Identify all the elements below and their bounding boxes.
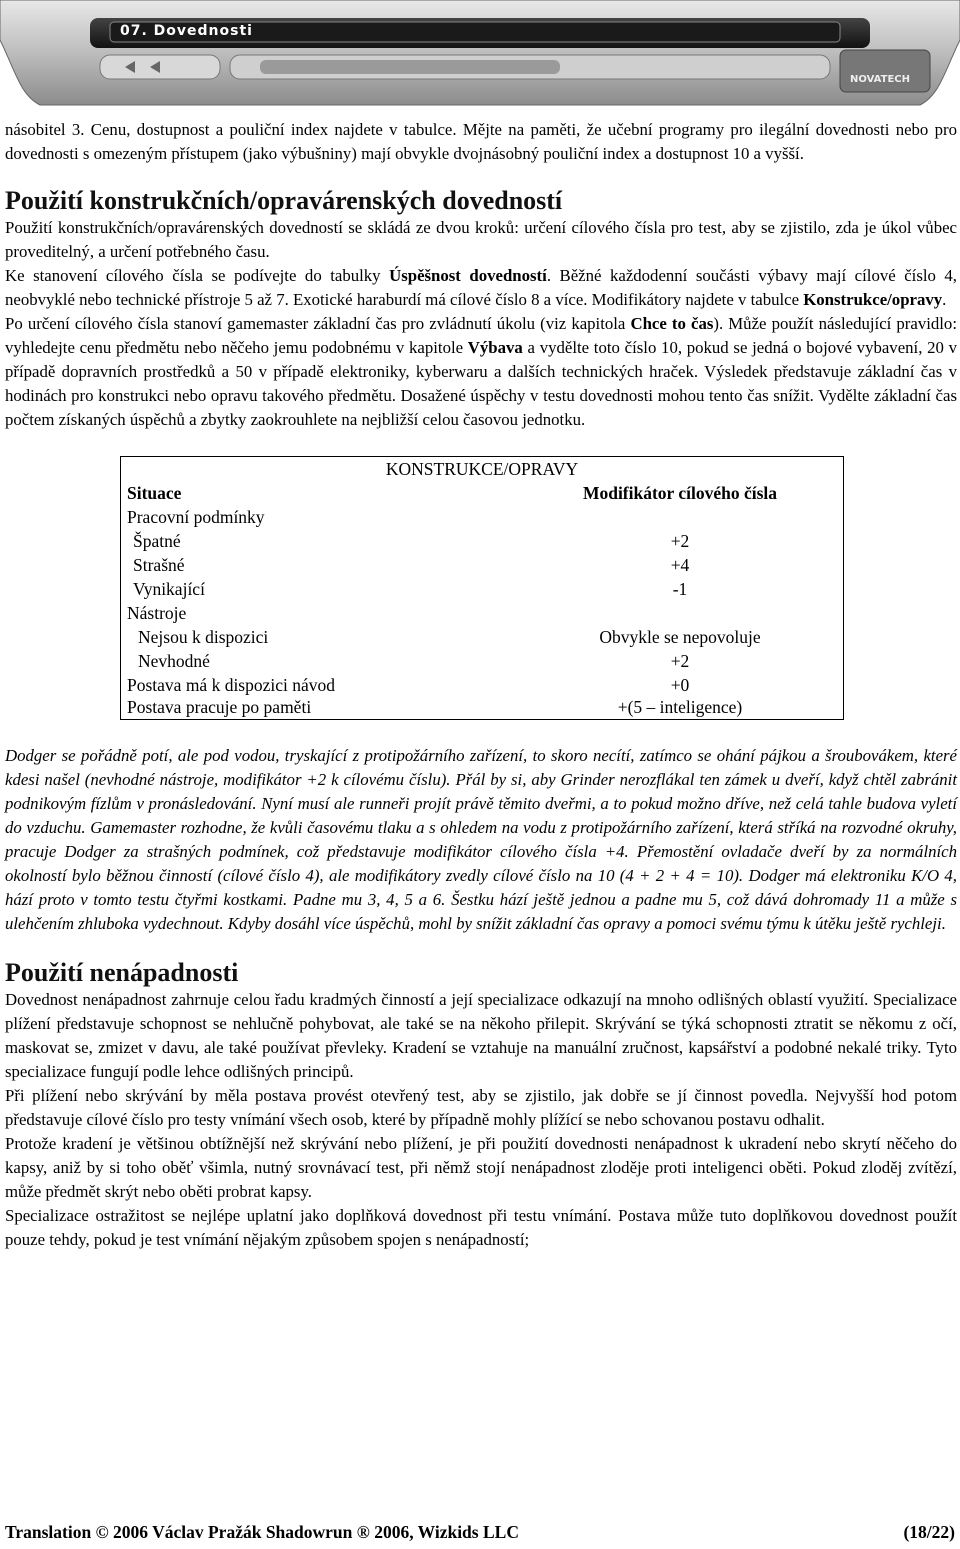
chapter-reference: Výbava [467, 338, 523, 357]
chapter-banner [0, 0, 960, 110]
paragraph: Po určení cílového čísla stanoví gamemaster základní čas pro zvládnutí úkolu (viz kapitola Chce to čas). Může použít následující pravidlo: vyhledejte cenu předmětu nebo něčeho jemu podobnému v kapitole Výbava a vydělte toto číslo 10, pokud se jedná o bojové vybavení, 20 v případě dopravních prostředků a 50 v případě elektroniky, kyberwaru a dalších technických hraček. Výsledek představuje základní čas v hodinách pro konstrukci nebo opravu takového předmětu. Dosažené úspěchy v testu dovednosti mohou tento čas snížit. Vydělte základní čas počtem získaných úspěchů a zbytky zaokrouhlete na nejbližší celou časovou jednotku. [5, 314, 957, 429]
table-row: Nevhodné +2 [138, 651, 690, 671]
section-heading-nenapadnost: Použití nenápadnosti [5, 958, 239, 987]
paragraph: Ke stanovení cílového čísla se podívejte do tabulky Úspěšnost dovedností. Běžné každodenní součásti výbavy mají cílové číslo 4, neobvyklé nebo technické přístroje 5 až 7. Exotické haraburdí má cílové číslo 8 a více. Modifikátory najdete v tabulce Konstrukce/opravy. [5, 266, 957, 309]
brand-logo: NOVATECH [850, 74, 910, 85]
paragraph: Při plížení nebo skrývání by měla postava provést otevřený test, aby se zjistilo, jak dobře se jí činnost povedla. Nejvyšší hod potom představuje cílové číslo pro testy vnímání všech osob, které by případně mohly plížící se nebo schovanou postavu odhalit. [5, 1086, 957, 1129]
header-modifikator: Modifikátor cílového čísla [582, 483, 778, 503]
example-paragraph: Dodger se pořádně potí, ale pod vodou, tryskající z protipožárního zařízení, to skoro necítí, zatímco se ohání pájkou a šroubovákem, které kdesi našel (nevhodné nástroje, modifikátor +2 k cílovému číslu). Přál by si, aby Grinder nerozflákal ten zámek u dveří, když chtěl zabránit podnikovým fízlům v pronásledování. Nyní musí ale runneři projít právě těmito dveřmi, a to pokud možno dříve, než celá tahle budova vyletí do vzduchu. Gamemaster rozhodne, že kvůli časovému tlaku a s ohledem na vodu z protipožárního zařízení, která stříká na rozvodné okruhy, pracuje Dodger za strašných podmínek, což představuje modifikátor cílového čísla +4. Přemostění ovladače dveří by za normálních okolností bylo běžnou činností (cílové číslo 4), ale modifikátory zvedly cílové číslo na 10 (4 + 2 + 4 = 10). Dodger má elektroniku K/O 4, hází proto v tomto testu čtyřmi kostkami. Padne mu 3, 4, 5 a 6. Šestku hází ještě jednou a padne mu 5, což dává dohromady 11 a může s ulehčením zhluboka vydechnout. Kdyby dosáhl více úspěchů, mohl by snížit základní čas opravy a pomoci svému týmu k útěku ještě rychleji. [5, 746, 957, 933]
table-header [127, 481, 837, 505]
table-reference: Úspěšnost dovedností [389, 266, 547, 285]
banner-graphic [0, 0, 960, 110]
paragraph: Specializace ostražitost se nejlépe uplatní jako doplňková dovednost při testu vnímání. Postava může tuto doplňkovou dovednost použít pouze tehdy, pokud je test vnímání nějakým způsobem spojen s nenápadností; [5, 1206, 957, 1249]
konstrukce-table [120, 456, 844, 720]
page-footer [5, 1522, 955, 1543]
table-row: Nástroje [127, 603, 187, 623]
table-reference: Konstrukce/opravy [803, 290, 943, 309]
footer-copyright: Translation © 2006 Václav Pražák Shadowrun ® 2006, Wizkids LLC [5, 1522, 519, 1542]
header-situace: Situace [127, 483, 182, 503]
table-row: Postava pracuje po paměti +(5 – inteligence) [127, 697, 743, 717]
table-row: Nejsou k dispozici Obvykle se nepovoluje [138, 627, 761, 647]
paragraph: Protože kradení je většinou obtížnější než skrývání nebo plížení, je při použití dovednosti nenápadnost k ukradení nebo skrytí něčeho do kapsy, aniž by si toho oběť všimla, nutný srovnávací test, při němž stojí nenápadnost zloděje proti inteligenci oběti. Pokud zloděj zvítězí, může předmět skrýt nebo oběti probrat kapsy. [5, 1134, 957, 1201]
paragraph: Dovednost nenápadnost zahrnuje celou řadu kradmých činností a její specializace odkazují na mnoho odlišných oblastí využití. Specializace plížení představuje schopnost se nehlučně pohybovat, ale také se na někoho přilepit. Skrývání se týká schopnosti ztratit se někomu z očí, maskovat se, zmizet v davu, ale také používat převleky. Kradení se vztahuje na manuální zručnost, kapsářství a podobné nekalé triky. Tyto specializace fungují podle lehce odlišných principů. [5, 990, 957, 1081]
section-heading-konstrukce: Použití konstrukčních/opravárenských dovedností [5, 186, 563, 215]
paragraph: Použití konstrukčních/opravárenských dovedností se skládá ze dvou kroků: určení cílového čísla pro test, aby se zjistilo, zda je úkol vůbec proveditelný, a určení potřebného času. [5, 218, 957, 261]
table-row: Postava má k dispozici návod +0 [127, 675, 690, 695]
chapter-title: 07. Dovednosti [120, 23, 253, 39]
table-row: Pracovní podmínky [127, 507, 265, 527]
table-title: KONSTRUKCE/OPRAVY [385, 459, 579, 479]
table-row: Strašné +4 [133, 555, 690, 575]
table-row: Vynikající -1 [133, 579, 688, 599]
intro-paragraph: násobitel 3. Cenu, dostupnost a pouliční index najdete v tabulce. Mějte na paměti, že učební programy pro ilegální dovednosti nebo pro dovednosti s omezeným přístupem (jako výbušniny) mají obvykle dvojnásobný pouliční index a dostupnost 10 a vyšší. [5, 120, 957, 163]
chapter-reference: Chce to čas [630, 314, 714, 333]
table-row: Špatné +2 [133, 531, 690, 551]
page-number: (18/22) [903, 1522, 955, 1542]
page-content [5, 118, 957, 1252]
